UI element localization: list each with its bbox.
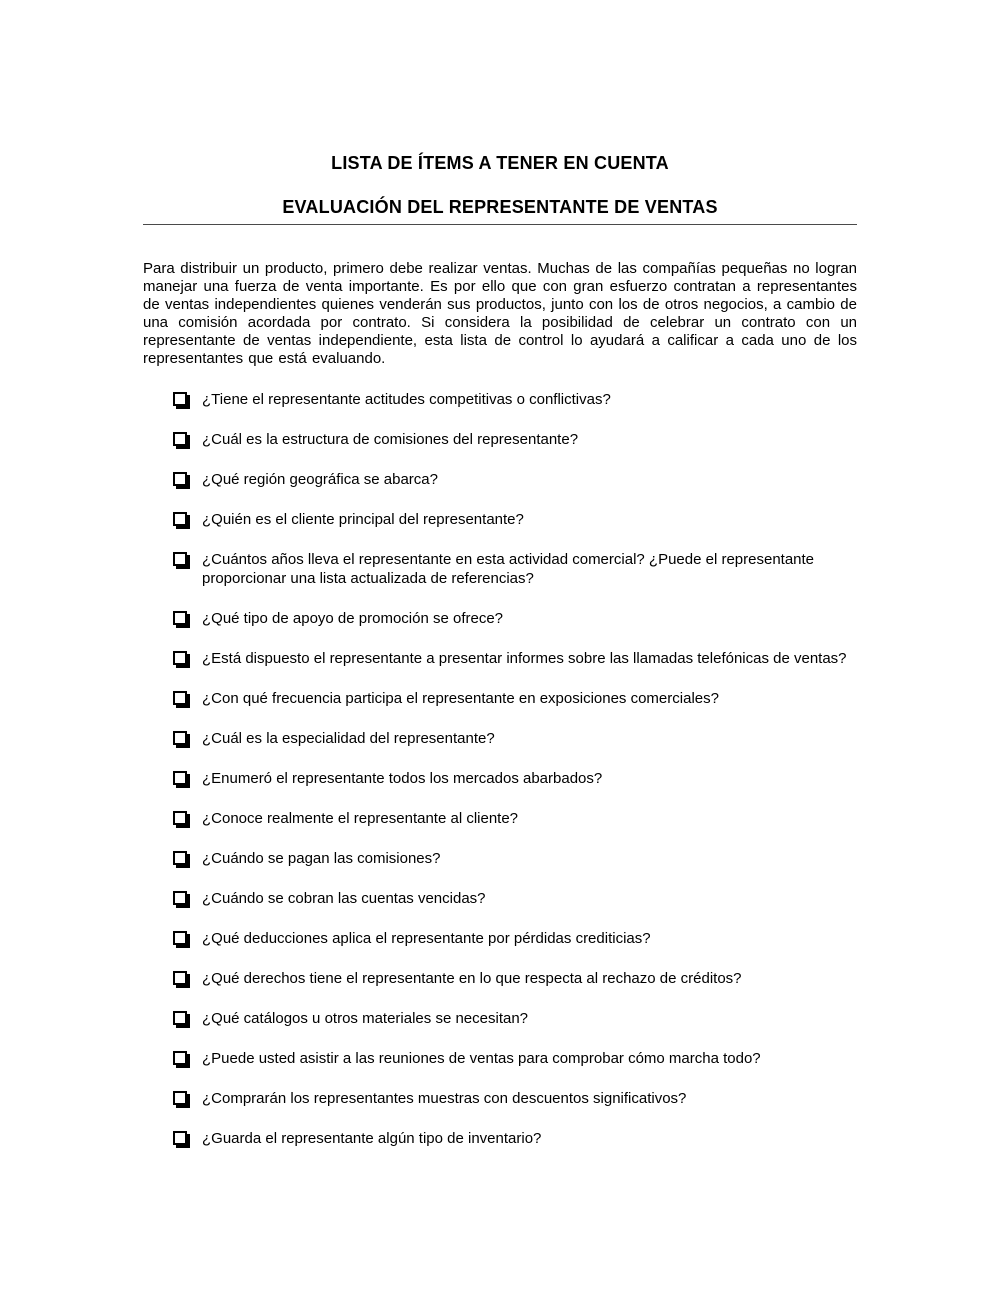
checkbox-icon[interactable] (173, 851, 187, 865)
checklist-item-label: ¿Está dispuesto el representante a presentar informes sobre las llamadas telefónicas de ventas? (202, 650, 847, 667)
checklist-item-label: ¿Cuándo se pagan las comisiones? (202, 850, 441, 867)
checklist-item (173, 1049, 857, 1068)
checklist-item-label: ¿Quién es el cliente principal del representante? (202, 511, 524, 528)
page-title: LISTA DE ÍTEMS A TENER EN CUENTA (331, 153, 669, 173)
checklist-item (173, 649, 857, 668)
checkbox-icon[interactable] (173, 392, 187, 406)
subtitle-underline-rule (143, 196, 857, 225)
checklist-item-label: ¿Tiene el representante actitudes competitivas o conflictivas? (202, 391, 611, 408)
checklist-item (173, 929, 857, 948)
checklist-item (173, 969, 857, 988)
checklist-item-label: ¿Qué deducciones aplica el representante por pérdidas crediticias? (202, 930, 651, 947)
checkbox-icon[interactable] (173, 931, 187, 945)
checklist-item (173, 809, 857, 828)
checklist-item-label: ¿Cuál es la estructura de comisiones del representante? (202, 431, 579, 448)
checkbox-icon[interactable] (173, 611, 187, 625)
checklist-item (173, 430, 857, 449)
checkbox-icon[interactable] (173, 1131, 187, 1145)
checklist-item (173, 550, 857, 588)
checklist-item (173, 1129, 857, 1148)
checklist-item (173, 609, 857, 628)
checklist-item (173, 1009, 857, 1028)
checkbox-icon[interactable] (173, 512, 187, 526)
page-subtitle: EVALUACIÓN DEL REPRESENTANTE DE VENTAS (282, 197, 718, 217)
checkbox-icon[interactable] (173, 472, 187, 486)
checklist-item (173, 1089, 857, 1108)
checklist-item-label: ¿Cuándo se cobran las cuentas vencidas? (202, 890, 486, 907)
checklist-item-label: ¿Guarda el representante algún tipo de inventario? (202, 1130, 542, 1147)
checklist-item (173, 510, 857, 529)
intro-paragraph: Para distribuir un producto, primero debe realizar ventas. Muchas de las compañías pequeñas no logran manejar una fuerza de venta importante. Es por ello que con gran esfuerzo contratan a representantes de ventas independientes quienes venderán sus productos, junto con los de otros negocios, a cambio de una comisión acordada por contrato. Si considera la posibilidad de celebrar un contrato con un representante de ventas independiente, esta lista de control lo ayudará a calificar a cada uno de los representantes que está evaluando. (143, 260, 857, 367)
checkbox-icon[interactable] (173, 691, 187, 705)
checkbox-icon[interactable] (173, 552, 187, 566)
checklist-item-label: ¿Con qué frecuencia participa el representante en exposiciones comerciales? (202, 690, 719, 707)
document-page (143, 0, 857, 1148)
checklist-item-label: ¿Cuántos años lleva el representante en esta actividad comercial? ¿Puede el representante proporcionar una lista actualizada de referencias? (202, 551, 815, 587)
checkbox-icon[interactable] (173, 731, 187, 745)
checkbox-icon[interactable] (173, 891, 187, 905)
checklist-item (173, 889, 857, 908)
checklist-item (173, 390, 857, 409)
checklist-item-label: ¿Cuál es la especialidad del representante? (202, 730, 495, 747)
checklist-item (173, 849, 857, 868)
checklist-item-label: ¿Qué región geográfica se abarca? (202, 471, 438, 488)
checklist-item-label: ¿Enumeró el representante todos los mercados abarbados? (202, 770, 603, 787)
checkbox-icon[interactable] (173, 1011, 187, 1025)
checkbox-icon[interactable] (173, 1051, 187, 1065)
checkbox-icon[interactable] (173, 432, 187, 446)
checkbox-icon[interactable] (173, 971, 187, 985)
checklist-item-label: ¿Conoce realmente el representante al cliente? (202, 810, 519, 827)
checkbox-icon[interactable] (173, 1091, 187, 1105)
checklist-item-label: ¿Qué derechos tiene el representante en lo que respecta al rechazo de créditos? (202, 970, 742, 987)
checklist-item-label: ¿Qué tipo de apoyo de promoción se ofrece? (202, 610, 504, 627)
checkbox-icon[interactable] (173, 651, 187, 665)
checklist-item (173, 769, 857, 788)
checklist-item (173, 729, 857, 748)
checkbox-icon[interactable] (173, 771, 187, 785)
checkbox-icon[interactable] (173, 811, 187, 825)
checklist-item (173, 689, 857, 708)
checklist-item-label: ¿Comprarán los representantes muestras con descuentos significativos? (202, 1090, 687, 1107)
checklist (143, 390, 857, 1148)
checklist-item (173, 470, 857, 489)
checklist-item-label: ¿Puede usted asistir a las reuniones de ventas para comprobar cómo marcha todo? (202, 1050, 761, 1067)
checklist-item-label: ¿Qué catálogos u otros materiales se necesitan? (202, 1010, 529, 1027)
